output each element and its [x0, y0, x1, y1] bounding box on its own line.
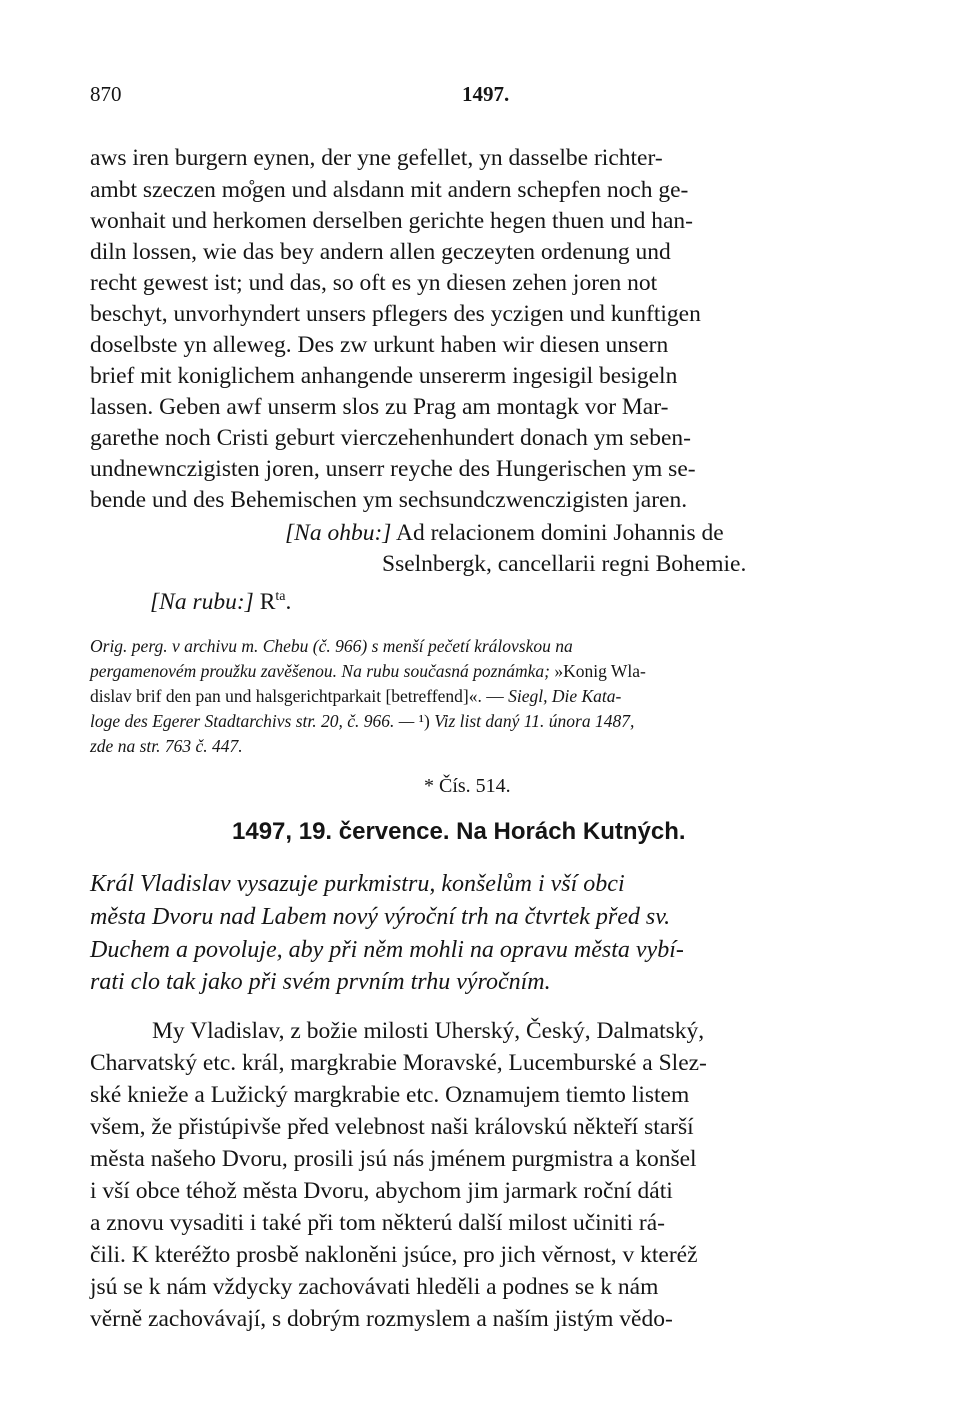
note-line: zde na str. 763 č. 447.	[90, 736, 243, 756]
text-line: i vší obce téhož města Dvoru, abychom jim jarmark roční dáti	[90, 1178, 673, 1204]
text-line: ské knieže a Lužický margkrabie etc. Oznamujem tiemto listem	[90, 1082, 690, 1108]
text-line: města našeho Dvoru, prosili jsú nás jménem purgmistra a konšel	[90, 1146, 697, 1172]
text-line: wonhait und herkomen derselben gerichte hegen thuen und han-	[90, 208, 693, 234]
rubu-superscript: ta	[275, 589, 286, 604]
text-line: diln lossen, wie das bey andern allen geczeyten ordenung und	[90, 239, 671, 265]
note-text: Viz list daný 11. února 1487,	[434, 711, 635, 731]
document-heading: 1497, 19. července. Na Horách Kutných.	[232, 818, 686, 845]
note-text: pergamenovém proužku zavěšenou. Na rubu současná poznámka;	[90, 661, 550, 681]
text-line: recht gewest ist; und das, so oft es yn diesen zehen joren not	[90, 270, 658, 296]
ohbu-label: [Na ohbu:]	[285, 520, 392, 546]
note-line	[90, 659, 646, 684]
running-header-year: 1497.	[462, 82, 510, 106]
document-number: * Čís. 514.	[424, 775, 511, 797]
ohbu-text: Ad relacionem domini Johannis de	[396, 520, 724, 546]
text-line: věrně zachovávají, s dobrým rozmyslem a naším jistým vědo-	[90, 1306, 673, 1332]
ohbu-text-continued: Sselnbergk, cancellarii regni Bohemie.	[382, 551, 747, 577]
regest-line: Duchem a povoluje, aby při něm mohli na opravu města vybí-	[90, 937, 684, 963]
ohbu-line	[285, 518, 724, 548]
text-line: beschyt, unvorhyndert unsers pflegers des yczigen und kunftigen	[90, 301, 701, 327]
note-quote: dislav brif den pan und halsgerichtparkait [betreffend]«. —	[90, 686, 504, 706]
text-line: bende und des Behemischen ym sechsundczwenczigisten jaren.	[90, 487, 688, 513]
regest-line: Král Vladislav vysazuje purkmistru, konšelům i vší obci	[90, 871, 625, 897]
rubu-line	[150, 582, 291, 617]
text-line: jsú se k nám vždycky zachovávati hleděli a podnes se k nám	[90, 1274, 659, 1300]
note-text: loge des Egerer Stadtarchivs str. 20, č. 966. —	[90, 711, 415, 731]
note-line: Orig. perg. v archivu m. Chebu (č. 966) s menší pečetí královskou na	[90, 636, 573, 656]
text-line: My Vladislav, z božie milosti Uherský, Český, Dalmatský,	[152, 1018, 705, 1044]
text-line: Charvatský etc. král, margkrabie Moravské, Lucemburské a Slez-	[90, 1050, 707, 1076]
text-line: garethe noch Cristi geburt vierczehenhundert donach ym seben-	[90, 425, 691, 451]
page-header	[90, 82, 870, 112]
regest-line: rati clo tak jako při svém prvním trhu výročním.	[90, 969, 551, 995]
regest-line: města Dvoru nad Labem nový výroční trh na čtvrtek před sv.	[90, 904, 671, 930]
text-line: čili. K kteréžto prosbě nakloněni jsúce, pro jich věrnost, v kteréž	[90, 1242, 698, 1268]
rubu-mark: R	[259, 588, 276, 615]
note-text: Siegl, Die Kata-	[508, 686, 622, 706]
rubu-label: [Na rubu:]	[150, 588, 254, 615]
text-line: a znovu vysaditi i také při tom některú další milost učiniti rá-	[90, 1210, 665, 1236]
text-line: ambt szeczen mo̊gen und alsdann mit andern schepfen noch ge-	[90, 177, 689, 203]
note-line	[90, 684, 621, 709]
text-line: lassen. Geben awf unserm slos zu Prag am montagk vor Mar-	[90, 394, 669, 420]
text-line: doselbste yn alleweg. Des zw urkunt haben wir diesen unsern	[90, 332, 669, 358]
note-quote: »Konig Wla-	[554, 661, 646, 681]
page-number: 870	[90, 82, 122, 106]
note-line	[90, 709, 634, 734]
text-line: brief mit koniglichem anhangende unsererm ingesigil besigeln	[90, 363, 678, 389]
text-line: všem, že přistúpivše před velebnost naši královskú někteří starší	[90, 1114, 694, 1140]
rubu-dot: .	[285, 588, 292, 615]
text-line: aws iren burgern eynen, der yne gefellet, yn dasselbe richter-	[90, 145, 663, 171]
footnote-marker: ¹)	[418, 711, 430, 731]
text-line: undnewnczigisten joren, unserr reyche des Hungerischen ym se-	[90, 456, 696, 482]
